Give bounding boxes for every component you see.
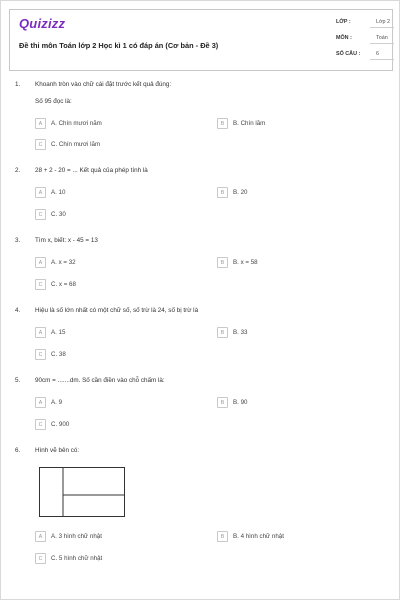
rectangles-figure <box>39 467 125 517</box>
page-title: Đề thi môn Toán lớp 2 Học kì 1 có đáp án (Cơ bản - Đề 3) <box>19 41 219 50</box>
question-number: 3. <box>15 237 21 244</box>
question-number: 4. <box>15 307 21 314</box>
option-letter-box[interactable]: B <box>217 257 228 268</box>
meta-subject-value[interactable]: Toán <box>370 34 394 44</box>
option-letter-box[interactable]: A <box>35 118 46 129</box>
meta-subject-label: MÔN : <box>336 35 352 41</box>
option-text: B. 20 <box>233 189 248 196</box>
option-letter-box[interactable]: C <box>35 553 46 564</box>
option-text: A. x = 32 <box>51 259 76 266</box>
question-text: Hình vẽ bên có: <box>35 447 80 454</box>
option-text: B. 4 hình chữ nhật <box>233 533 284 540</box>
question-number: 5. <box>15 377 21 384</box>
option-text: C. 38 <box>51 351 66 358</box>
option-letter-box[interactable]: B <box>217 118 228 129</box>
question-number: 1. <box>15 81 21 88</box>
option-text: B. Chín lăm <box>233 120 266 127</box>
option-text: B. 33 <box>233 329 248 336</box>
meta-count-value[interactable]: 6 <box>370 50 394 60</box>
outer-rectangle <box>40 468 125 517</box>
option-text: C. 900 <box>51 421 70 428</box>
option-text: A. Chín mươi năm <box>51 120 102 127</box>
option-letter-box[interactable]: A <box>35 257 46 268</box>
option-letter-box[interactable]: B <box>217 327 228 338</box>
option-text: C. 5 hình chữ nhật <box>51 555 103 562</box>
worksheet-header <box>9 9 393 71</box>
option-text: A. 10 <box>51 189 66 196</box>
question-text: 90cm = .......dm. Số cần điền vào chỗ chấm là: <box>35 377 165 384</box>
option-letter-box[interactable]: A <box>35 531 46 542</box>
question-text: 28 + 2 - 20 = ... Kết quả của phép tính là <box>35 167 148 174</box>
option-letter-box[interactable]: A <box>35 327 46 338</box>
question-number: 2. <box>15 167 21 174</box>
option-text: C. 30 <box>51 211 66 218</box>
meta-grade-value[interactable]: Lớp 2 <box>370 18 394 28</box>
question-text: Khoanh tròn vào chữ cái đặt trước kết quả đúng: <box>35 81 172 88</box>
meta-grade-label: LỚP : <box>336 19 351 25</box>
option-letter-box[interactable]: A <box>35 397 46 408</box>
option-text: A. 15 <box>51 329 66 336</box>
question-text: Hiệu là số lớn nhất có một chữ số, số trừ là 24, số bị trừ là <box>35 307 199 314</box>
question-text: Tìm x, biết: x - 45 = 13 <box>35 237 98 244</box>
option-letter-box[interactable]: C <box>35 419 46 430</box>
option-text: B. 90 <box>233 399 248 406</box>
option-letter-box[interactable]: B <box>217 397 228 408</box>
option-text: C. Chín mươi lăm <box>51 141 101 148</box>
option-text: B. x = 58 <box>233 259 258 266</box>
question-number: 6. <box>15 447 21 454</box>
option-letter-box[interactable]: C <box>35 279 46 290</box>
question-subtext: Số 95 đọc là: <box>35 98 72 105</box>
option-letter-box[interactable]: C <box>35 349 46 360</box>
option-letter-box[interactable]: B <box>217 531 228 542</box>
quizizz-logo: Quizizz <box>19 16 66 31</box>
option-text: A. 3 hình chữ nhật <box>51 533 102 540</box>
option-letter-box[interactable]: B <box>217 187 228 198</box>
meta-count-label: SỐ CÂU : <box>336 51 361 57</box>
option-text: C. x = 68 <box>51 281 76 288</box>
option-letter-box[interactable]: C <box>35 209 46 220</box>
option-letter-box[interactable]: A <box>35 187 46 198</box>
option-letter-box[interactable]: C <box>35 139 46 150</box>
option-text: A. 9 <box>51 399 63 406</box>
